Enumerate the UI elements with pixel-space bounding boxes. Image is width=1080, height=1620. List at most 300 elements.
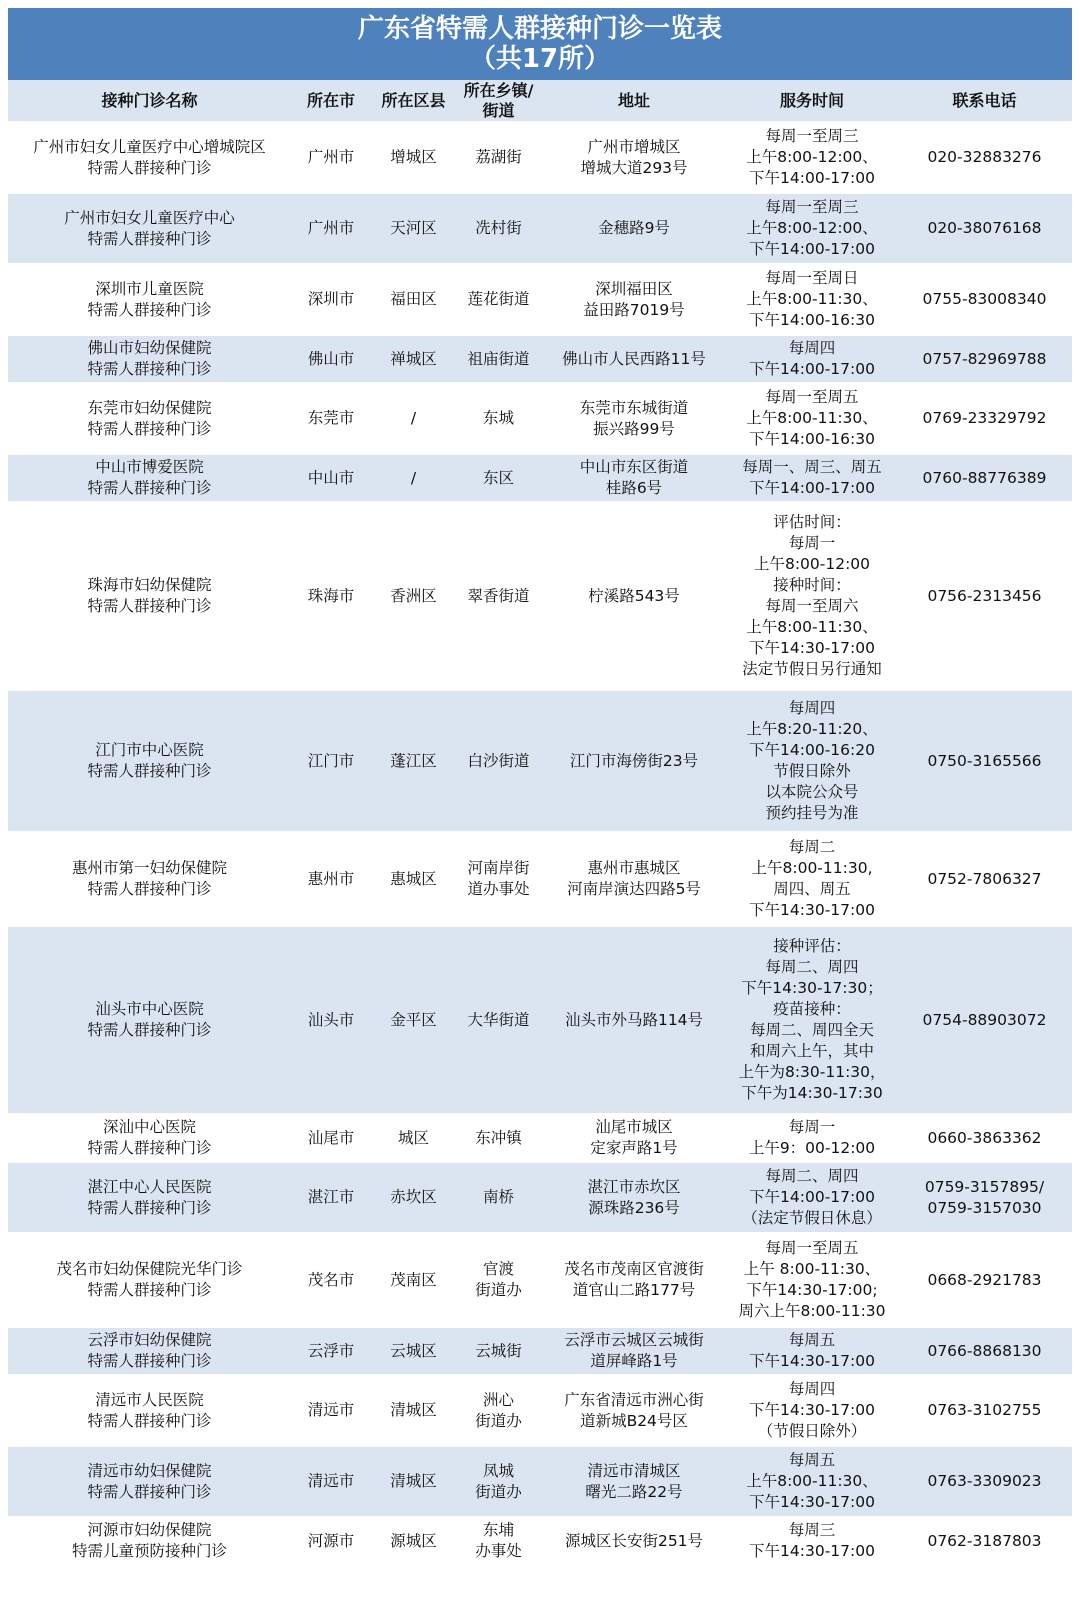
clinic-name-cell-line: 特需人群接种门诊	[87, 880, 212, 898]
clinic-name-cell-line: 深圳市儿童医院	[95, 279, 204, 298]
district-cell: 福田区	[371, 264, 456, 335]
clinic-name-cell	[8, 1375, 291, 1446]
street-cell	[456, 502, 541, 690]
address-cell-line: 东莞市东城街道	[579, 398, 689, 417]
service-hours-cell-line: 每周四	[788, 1380, 836, 1398]
clinic-name-cell-line: 惠州市第一妇幼保健院	[71, 859, 227, 877]
street-cell	[456, 193, 541, 264]
clinic-name-cell-line: 云浮市妇幼保健院	[87, 1331, 212, 1349]
col-header-city: 所在市	[291, 80, 371, 122]
service-hours-cell-line: 下午14:00-17:00	[749, 169, 875, 187]
phone-cell-line: 0763-3309023	[927, 1472, 1042, 1490]
district-cell: 天河区	[371, 193, 456, 264]
col-header-street: 所在乡镇/街道	[456, 80, 541, 122]
phone-cell-line: 0766-8868130	[927, 1341, 1042, 1360]
phone-cell	[897, 1375, 1072, 1446]
address-cell-line: 汕头市外马路114号	[564, 1010, 704, 1029]
service-hours-cell-line: 下午14:30-17:00;	[746, 1281, 878, 1299]
phone-cell-line: 0759-3157895/	[924, 1177, 1045, 1196]
table-row	[8, 1446, 1072, 1517]
phone-cell	[897, 690, 1072, 832]
clinic-name-cell-line: 特需人群接种门诊	[87, 597, 212, 615]
district-cell: 清城区	[371, 1446, 456, 1517]
table-row	[8, 383, 1072, 454]
street-cell	[456, 1233, 541, 1327]
city-cell: 湛江市	[291, 1162, 371, 1233]
phone-cell-line: 0760-88776389	[922, 468, 1047, 487]
service-hours-cell-line: 每周三	[788, 1521, 836, 1539]
street-cell-line: 街道办	[475, 1411, 522, 1430]
clinic-name-cell-line: 汕头市中心医院	[95, 1000, 204, 1018]
district-cell: 云城区	[371, 1327, 456, 1375]
address-cell	[541, 926, 727, 1114]
city-cell: 广州市	[291, 193, 371, 264]
phone-cell-line: 0756-2313456	[927, 586, 1042, 605]
service-hours-cell	[727, 690, 897, 832]
phone-cell	[897, 1327, 1072, 1375]
phone-cell	[897, 264, 1072, 335]
district-cell: 源城区	[371, 1517, 456, 1565]
address-cell-line: 益田路7019号	[583, 300, 685, 319]
street-cell-line: 东冲镇	[475, 1128, 522, 1147]
city-cell: 广州市	[291, 122, 371, 193]
table-row	[8, 1233, 1072, 1327]
service-hours-cell-line: 下午14:30-17:00	[749, 1542, 875, 1560]
address-cell	[541, 1446, 727, 1517]
clinic-name-cell-line: 广州市妇女儿童医疗中心增城院区	[33, 137, 266, 156]
service-hours-cell-line: 上午8:00-11:30、	[746, 618, 878, 636]
service-hours-cell-line: 下午14:00-16:30	[749, 430, 875, 448]
phone-cell-line: 0660-3863362	[927, 1128, 1042, 1147]
clinic-name-cell-line: 江门市中心医院	[95, 741, 204, 759]
clinic-name-cell	[8, 383, 291, 454]
street-cell-line: 莲花街道	[467, 290, 530, 308]
city-cell: 汕头市	[291, 926, 371, 1114]
service-hours-cell-line: 下午14:00-17:00	[749, 240, 875, 258]
street-cell-line: 荔湖街	[475, 148, 522, 166]
service-hours-cell	[727, 1517, 897, 1565]
vaccination-clinic-sheet	[8, 8, 1072, 1566]
service-hours-cell-line: 下午为14:30-17:30	[741, 1084, 883, 1102]
street-cell	[456, 1114, 541, 1162]
service-hours-cell-line: 每周五	[788, 1451, 836, 1469]
service-hours-cell	[727, 454, 897, 502]
service-hours-cell-line: 上午8:20-11:20、	[746, 720, 878, 738]
clinic-name-cell-line: 茂名市妇幼保健院光华门诊	[56, 1260, 243, 1278]
service-hours-cell-line: 每周一至周三	[765, 198, 859, 216]
address-cell-line: 曙光二路22号	[585, 1482, 683, 1501]
clinic-name-cell-line: 东莞市妇幼保健院	[87, 398, 212, 417]
service-hours-cell-line: 下午14:00-16:20	[749, 741, 875, 759]
table-row	[8, 1517, 1072, 1565]
title-count: （共17所）	[469, 44, 611, 74]
street-cell-line: 办事处	[475, 1542, 522, 1560]
street-cell-line: 道办事处	[467, 880, 530, 898]
service-hours-cell	[727, 383, 897, 454]
clinic-name-cell	[8, 454, 291, 502]
clinic-name-cell	[8, 1517, 291, 1565]
street-cell	[456, 1327, 541, 1375]
street-cell-line: 官渡	[482, 1260, 514, 1278]
clinic-name-cell	[8, 1446, 291, 1517]
service-hours-cell-line: 每周四	[788, 699, 836, 717]
address-cell-line: 清远市清城区	[587, 1461, 681, 1480]
street-cell-line: 洲心	[482, 1390, 514, 1409]
service-hours-cell-line: 每周一、周三、周五	[742, 458, 882, 476]
clinic-name-cell	[8, 1233, 291, 1327]
service-hours-cell-line: 每周五	[788, 1331, 836, 1349]
street-cell-line: 翠香街道	[467, 586, 530, 605]
table-row	[8, 193, 1072, 264]
street-cell-line: 南桥	[482, 1188, 514, 1206]
service-hours-cell	[727, 193, 897, 264]
service-hours-cell-line: 每周二	[788, 838, 836, 856]
city-cell: 珠海市	[291, 502, 371, 690]
phone-cell	[897, 335, 1072, 383]
clinic-name-cell	[8, 1162, 291, 1233]
clinic-name-cell-line: 广州市妇女儿童医疗中心	[64, 208, 235, 227]
service-hours-cell-line: 每周一	[788, 534, 836, 552]
district-cell: /	[371, 383, 456, 454]
address-cell	[541, 383, 727, 454]
service-hours-cell-line: （节假日除外）	[757, 1422, 867, 1440]
service-hours-cell-line: 下午14:00-17:00	[749, 1188, 875, 1206]
phone-cell	[897, 454, 1072, 502]
service-hours-cell-line: 疫苗接种：	[773, 1000, 851, 1018]
district-cell: 禅城区	[371, 335, 456, 383]
district-cell: 城区	[371, 1114, 456, 1162]
table-row	[8, 832, 1072, 926]
service-hours-cell-line: 上午8:00-11:30、	[746, 1472, 878, 1490]
phone-cell	[897, 193, 1072, 264]
address-cell-line: 振兴路99号	[593, 419, 675, 438]
clinic-name-cell-line: 湛江中心人民医院	[87, 1177, 212, 1196]
service-hours-cell-line: 每周一至周五	[765, 388, 859, 406]
street-cell	[456, 690, 541, 832]
phone-cell-line: 0759-3157030	[927, 1198, 1042, 1217]
address-cell	[541, 832, 727, 926]
service-hours-cell	[727, 1327, 897, 1375]
city-cell: 河源市	[291, 1517, 371, 1565]
service-hours-cell-line: （法定节假日休息）	[742, 1209, 882, 1227]
service-hours-cell	[727, 926, 897, 1114]
clinic-name-cell-line: 特需人群接种门诊	[87, 762, 212, 780]
service-hours-cell-line: 上午8:00-12:00、	[746, 219, 878, 237]
table-body	[8, 122, 1072, 1565]
address-cell	[541, 1162, 727, 1233]
service-hours-cell-line: 每周一至周三	[765, 127, 859, 145]
service-hours-cell-line: 下午14:30-17:00	[749, 901, 875, 919]
clinic-name-cell-line: 特需人群接种门诊	[87, 419, 212, 438]
table-row	[8, 1162, 1072, 1233]
phone-cell-line: 0762-3187803	[927, 1531, 1042, 1550]
col-header-name: 接种门诊名称	[8, 80, 291, 122]
clinic-name-cell-line: 中山市博爱医院	[95, 458, 204, 476]
address-cell-line: 广州市增城区	[587, 137, 681, 156]
clinic-name-cell	[8, 1114, 291, 1162]
city-cell: 茂名市	[291, 1233, 371, 1327]
city-cell: 清远市	[291, 1446, 371, 1517]
street-cell	[456, 335, 541, 383]
phone-cell-line: 0763-3102755	[927, 1401, 1042, 1419]
address-cell	[541, 1327, 727, 1375]
street-cell	[456, 832, 541, 926]
clinic-name-cell-line: 清远市幼妇保健院	[87, 1461, 212, 1480]
service-hours-cell-line: 上午8:00-11:30、	[746, 290, 878, 308]
address-cell-line: 道新城B24号区	[580, 1411, 688, 1430]
table-row	[8, 335, 1072, 383]
address-cell-line: 茂名市茂南区官渡街	[564, 1260, 704, 1278]
table-row	[8, 690, 1072, 832]
service-hours-cell-line: 每周一至周六	[765, 597, 859, 615]
title-bar	[8, 8, 1072, 80]
clinic-name-cell-line: 佛山市妇幼保健院	[87, 339, 212, 357]
address-cell-line: 江门市海傍街23号	[569, 751, 699, 770]
phone-cell-line: 0668-2921783	[927, 1270, 1042, 1289]
clinic-name-cell	[8, 502, 291, 690]
phone-cell	[897, 1162, 1072, 1233]
service-hours-cell-line: 上午 8:00-11:30、	[743, 1260, 881, 1278]
service-hours-cell-line: 上午8:00-11:30、	[746, 409, 878, 427]
service-hours-cell-line: 下午14:30-17:00	[749, 1493, 875, 1511]
service-hours-cell-line: 下午14:30-17:00	[749, 639, 875, 657]
street-cell-line: 东埔	[482, 1521, 514, 1539]
district-cell: 金平区	[371, 926, 456, 1114]
city-cell: 佛山市	[291, 335, 371, 383]
service-hours-cell-line: 节假日除外	[773, 762, 851, 780]
district-cell: 蓬江区	[371, 690, 456, 832]
clinic-name-cell-line: 特需儿童预防接种门诊	[71, 1542, 227, 1560]
table-row	[8, 1114, 1072, 1162]
service-hours-cell-line: 下午14:30-17:00	[749, 1401, 875, 1419]
service-hours-cell-line: 每周一	[788, 1118, 836, 1136]
col-header-address: 地址	[541, 80, 727, 122]
clinic-name-cell	[8, 1327, 291, 1375]
street-cell-line: 河南岸街	[467, 859, 530, 877]
table-row	[8, 122, 1072, 193]
phone-cell	[897, 383, 1072, 454]
phone-cell	[897, 926, 1072, 1114]
service-hours-cell-line: 上午8:00-12:00	[753, 555, 871, 573]
address-cell	[541, 1375, 727, 1446]
clinic-name-cell-line: 清远市人民医院	[95, 1390, 204, 1409]
table-row	[8, 454, 1072, 502]
col-header-phone: 联系电话	[897, 80, 1072, 122]
phone-cell	[897, 832, 1072, 926]
address-cell-line: 金穗路9号	[598, 219, 670, 237]
phone-cell-line: 0752-7806327	[927, 869, 1042, 888]
service-hours-cell	[727, 502, 897, 690]
address-cell-line: 定家声路1号	[590, 1139, 678, 1157]
clinic-name-cell-line: 深汕中心医院	[102, 1118, 196, 1136]
address-cell-line: 增城大道293号	[580, 158, 688, 177]
street-cell	[456, 264, 541, 335]
service-hours-cell-line: 法定节假日另行通知	[742, 660, 882, 678]
service-hours-cell-line: 以本院公众号	[765, 783, 859, 801]
address-cell	[541, 1233, 727, 1327]
clinic-name-cell-line: 特需人群接种门诊	[87, 1281, 212, 1299]
address-cell-line: 深圳福田区	[595, 279, 673, 298]
street-cell-line: 东城	[482, 409, 514, 427]
district-cell: 增城区	[371, 122, 456, 193]
street-cell-line: 云城街	[475, 1341, 522, 1360]
street-cell	[456, 122, 541, 193]
street-cell	[456, 1162, 541, 1233]
clinic-name-cell-line: 特需人群接种门诊	[87, 158, 212, 177]
address-cell	[541, 264, 727, 335]
street-cell	[456, 1375, 541, 1446]
service-hours-cell-line: 和周六上午，其中	[749, 1042, 874, 1060]
clinic-name-cell	[8, 193, 291, 264]
service-hours-cell-line: 上午为8:30-11:30，	[738, 1063, 886, 1081]
address-cell	[541, 335, 727, 383]
service-hours-cell	[727, 1446, 897, 1517]
city-cell: 清远市	[291, 1375, 371, 1446]
service-hours-cell-line: 下午14:00-17:00	[749, 360, 875, 378]
service-hours-cell-line: 预约挂号为准	[765, 804, 859, 822]
street-cell-line: 街道办	[475, 1281, 522, 1299]
phone-cell	[897, 1517, 1072, 1565]
service-hours-cell	[727, 264, 897, 335]
table-row	[8, 1375, 1072, 1446]
service-hours-cell	[727, 1114, 897, 1162]
city-cell: 深圳市	[291, 264, 371, 335]
clinic-name-cell-line: 河源市妇幼保健院	[87, 1521, 212, 1539]
service-hours-cell-line: 每周四	[788, 339, 836, 357]
service-hours-cell	[727, 122, 897, 193]
table-row	[8, 502, 1072, 690]
table-row	[8, 264, 1072, 335]
address-cell	[541, 502, 727, 690]
address-cell	[541, 454, 727, 502]
city-cell: 惠州市	[291, 832, 371, 926]
phone-cell-line: 0754-88903072	[922, 1010, 1047, 1029]
district-cell: 赤坎区	[371, 1162, 456, 1233]
address-cell-line: 源城区长安街251号	[564, 1531, 704, 1550]
address-cell-line: 河南岸演达四路5号	[567, 880, 701, 898]
phone-cell	[897, 502, 1072, 690]
clinic-name-cell-line: 特需人群接种门诊	[87, 1411, 212, 1430]
street-cell-line: 祖庙街道	[467, 349, 530, 368]
service-hours-cell	[727, 1162, 897, 1233]
clinic-name-cell	[8, 335, 291, 383]
table-row	[8, 926, 1072, 1114]
phone-cell	[897, 1446, 1072, 1517]
phone-cell-line: 0755-83008340	[922, 290, 1047, 308]
clinic-name-cell-line: 特需人群接种门诊	[87, 300, 212, 319]
clinic-name-cell	[8, 264, 291, 335]
phone-cell-line: 0757-82969788	[922, 349, 1047, 368]
address-cell	[541, 1517, 727, 1565]
clinic-name-cell-line: 特需人群接种门诊	[87, 1021, 212, 1039]
address-cell	[541, 122, 727, 193]
address-cell-line: 中山市东区街道	[579, 458, 689, 476]
service-hours-cell-line: 每周二、周四	[765, 1167, 859, 1185]
address-cell-line: 柠溪路543号	[588, 586, 680, 605]
clinic-name-cell-line: 特需人群接种门诊	[87, 1198, 212, 1217]
clinic-name-cell-line: 特需人群接种门诊	[87, 479, 212, 497]
col-header-hours: 服务时间	[727, 80, 897, 122]
service-hours-cell-line: 每周二、周四全天	[749, 1021, 874, 1039]
service-hours-cell	[727, 1375, 897, 1446]
address-cell-line: 汕尾市城区	[595, 1118, 673, 1136]
service-hours-cell-line: 周四、周五	[773, 880, 851, 898]
service-hours-cell-line: 接种时间：	[773, 576, 851, 594]
phone-cell-line: 0769-23329792	[922, 409, 1047, 427]
address-cell-line: 佛山市人民西路11号	[562, 349, 706, 368]
phone-cell-line: 020-32883276	[927, 148, 1042, 166]
street-cell	[456, 1446, 541, 1517]
street-cell-line: 街道办	[475, 1482, 522, 1501]
address-cell-line: 湛江市赤坎区	[587, 1177, 681, 1196]
clinic-name-cell-line: 特需人群接种门诊	[87, 229, 212, 248]
clinic-name-cell-line: 特需人群接种门诊	[87, 1139, 212, 1157]
service-hours-cell	[727, 335, 897, 383]
service-hours-cell-line: 上午8:00-11:30,	[751, 859, 873, 877]
street-cell-line: 白沙街道	[467, 751, 530, 770]
street-cell	[456, 383, 541, 454]
clinic-table	[8, 80, 1072, 1566]
service-hours-cell-line: 接种评估：	[773, 937, 851, 955]
service-hours-cell-line: 周六上午8:00-11:30	[738, 1302, 886, 1320]
address-cell-line: 源珠路236号	[588, 1198, 680, 1217]
service-hours-cell-line: 下午14:00-17:00	[749, 479, 875, 497]
service-hours-cell-line: 评估时间：	[773, 513, 851, 531]
street-cell-line: 冼村街	[475, 219, 522, 237]
clinic-name-cell	[8, 690, 291, 832]
district-cell: 茂南区	[371, 1233, 456, 1327]
city-cell: 中山市	[291, 454, 371, 502]
title-main: 广东省特需人群接种门诊一览表	[357, 14, 722, 44]
clinic-name-cell-line: 特需人群接种门诊	[87, 1482, 212, 1501]
phone-cell-line: 020-38076168	[927, 219, 1042, 237]
table-row	[8, 1327, 1072, 1375]
district-cell: 清城区	[371, 1375, 456, 1446]
street-cell-line: 大华街道	[467, 1010, 530, 1029]
table-header	[8, 80, 1072, 122]
col-header-district: 所在区县	[371, 80, 456, 122]
phone-cell-line: 0750-3165566	[927, 751, 1042, 770]
city-cell: 云浮市	[291, 1327, 371, 1375]
city-cell: 汕尾市	[291, 1114, 371, 1162]
address-cell-line: 广东省清远市洲心街	[564, 1390, 704, 1409]
city-cell: 江门市	[291, 690, 371, 832]
clinic-name-cell	[8, 926, 291, 1114]
service-hours-cell-line: 每周二、周四	[765, 958, 859, 976]
address-cell-line: 云浮市云城区云城街	[564, 1331, 704, 1349]
address-cell-line: 桂路6号	[605, 479, 663, 497]
phone-cell	[897, 1114, 1072, 1162]
address-cell	[541, 690, 727, 832]
street-cell	[456, 1517, 541, 1565]
address-cell	[541, 1114, 727, 1162]
service-hours-cell	[727, 832, 897, 926]
service-hours-cell-line: 下午14:30-17:00	[749, 1352, 875, 1370]
service-hours-cell-line: 上午9：00-12:00	[748, 1139, 876, 1157]
phone-cell	[897, 122, 1072, 193]
service-hours-cell-line: 上午8:00-12:00、	[746, 148, 878, 166]
service-hours-cell-line: 下午14:30-17:30；	[741, 979, 883, 997]
address-cell-line: 道屏峰路1号	[590, 1352, 678, 1370]
address-cell-line: 惠州市惠城区	[587, 859, 681, 877]
clinic-name-cell-line: 珠海市妇幼保健院	[87, 576, 212, 594]
service-hours-cell-line: 下午14:00-16:30	[749, 311, 875, 329]
clinic-name-cell-line: 特需人群接种门诊	[87, 360, 212, 378]
service-hours-cell-line: 每周一至周日	[765, 269, 859, 287]
phone-cell	[897, 1233, 1072, 1327]
street-cell	[456, 454, 541, 502]
street-cell	[456, 926, 541, 1114]
